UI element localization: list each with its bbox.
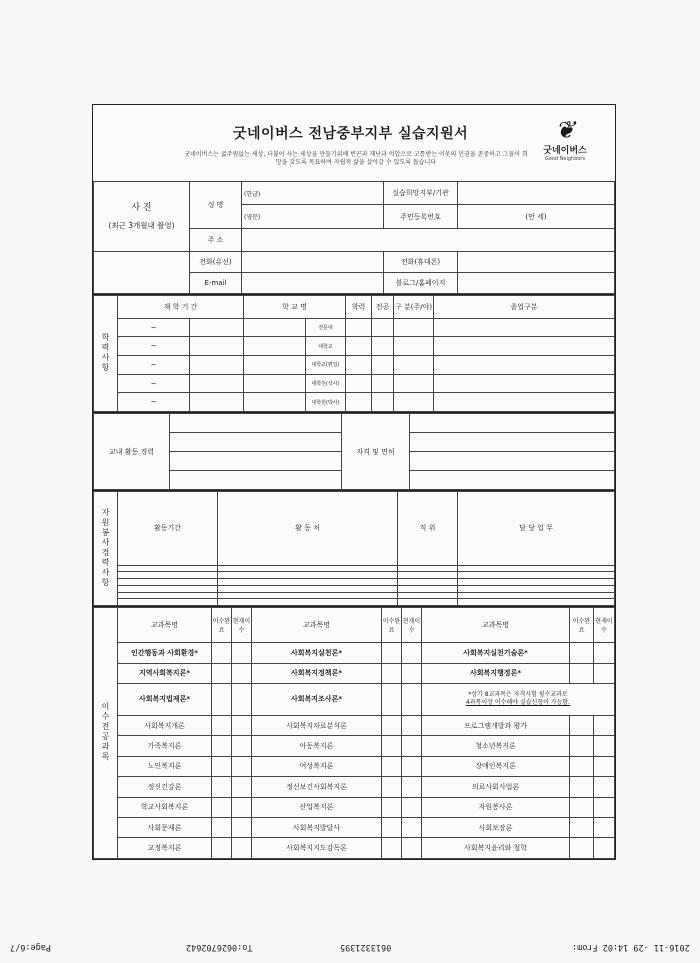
- current-checkbox[interactable]: [402, 715, 422, 735]
- vol-position-field[interactable]: [398, 572, 458, 579]
- vol-position-field[interactable]: [398, 565, 458, 572]
- edu-school-field[interactable]: [244, 393, 306, 412]
- edu-level: 전문대: [306, 318, 346, 337]
- page-title: 굿네이버스 전남중부지부 실습지원서: [233, 126, 469, 142]
- course-name: 프로그램개발과 평가: [422, 715, 570, 735]
- current-checkbox[interactable]: [402, 838, 422, 859]
- edu-period-field[interactable]: ~: [118, 393, 190, 412]
- edu-daynight-field[interactable]: [394, 318, 434, 337]
- edu-major-field[interactable]: [372, 318, 394, 337]
- campus-activity-field[interactable]: [170, 452, 342, 471]
- course-name: 가족복지론: [118, 736, 212, 756]
- edu-major-field[interactable]: [372, 393, 394, 412]
- license-field[interactable]: [410, 452, 615, 471]
- course-name: 아동복지론: [252, 736, 382, 756]
- edu-header-major: 전공: [372, 296, 394, 319]
- name-english-field[interactable]: (영문): [242, 205, 384, 228]
- edu-period-field[interactable]: ~: [118, 337, 190, 356]
- vol-duty-field[interactable]: [458, 572, 615, 579]
- course-name: 사회문제론: [118, 817, 212, 837]
- mobile-field[interactable]: [458, 252, 615, 273]
- vol-duty-field[interactable]: [458, 599, 615, 606]
- course-name: 노인복지론: [118, 756, 212, 776]
- name-korean-field[interactable]: (한글): [242, 182, 384, 205]
- vol-duty-field[interactable]: [458, 565, 615, 572]
- current-checkbox[interactable]: [232, 777, 252, 797]
- completed-checkbox[interactable]: [212, 838, 232, 859]
- edu-daynight-field[interactable]: [394, 393, 434, 412]
- edu-daynight-field[interactable]: [394, 374, 434, 393]
- edu-period-end[interactable]: [190, 318, 244, 337]
- age-hint: (만 세): [525, 212, 547, 221]
- edu-period-field[interactable]: ~: [118, 318, 190, 337]
- resident-no-label: 주민등록번호: [384, 205, 458, 228]
- completed-checkbox[interactable]: [570, 756, 594, 776]
- completed-checkbox[interactable]: [212, 817, 232, 837]
- edu-level: 대학교: [306, 337, 346, 356]
- completed-checkbox[interactable]: [212, 756, 232, 776]
- current-checkbox[interactable]: [232, 715, 252, 735]
- campus-activity-field[interactable]: [170, 433, 342, 452]
- vol-org-field[interactable]: [218, 585, 398, 592]
- completed-checkbox[interactable]: [212, 643, 232, 663]
- edu-period-end[interactable]: [190, 374, 244, 393]
- table-row: [94, 817, 615, 837]
- completed-checkbox[interactable]: [212, 663, 232, 683]
- completed-checkbox[interactable]: [570, 817, 594, 837]
- edu-period-end[interactable]: [190, 337, 244, 356]
- current-checkbox[interactable]: [594, 797, 615, 817]
- vol-period-field[interactable]: [118, 599, 218, 606]
- address-field[interactable]: [242, 228, 615, 251]
- table-row: [94, 777, 615, 797]
- table-row: [94, 643, 615, 663]
- vol-org-field[interactable]: [218, 599, 398, 606]
- edu-school-field[interactable]: [244, 337, 306, 356]
- table-row: [94, 572, 615, 579]
- completed-checkbox[interactable]: [570, 777, 594, 797]
- volunteer-side-label: 자원봉사경력사항: [94, 492, 118, 606]
- table-row: [94, 838, 615, 859]
- course-name: 사회보장론: [422, 817, 570, 837]
- completed-checkbox[interactable]: [570, 663, 594, 683]
- course-header-current: 현재이수: [402, 608, 422, 643]
- course-name: 사회복지지도감독론: [252, 838, 382, 859]
- course-header-completed: 이수완료: [382, 608, 402, 643]
- course-header-name: 교과목명: [422, 608, 570, 643]
- completed-checkbox[interactable]: [212, 715, 232, 735]
- completed-checkbox[interactable]: [212, 797, 232, 817]
- current-checkbox[interactable]: [402, 797, 422, 817]
- current-checkbox[interactable]: [594, 736, 615, 756]
- course-name: 사회복지행정론*: [422, 663, 570, 683]
- vol-period-field[interactable]: [118, 579, 218, 586]
- course-note: [422, 684, 615, 716]
- name-label: 성 명: [190, 182, 242, 229]
- table-row: [94, 356, 615, 375]
- mobile-label: 전화(휴대폰): [384, 252, 458, 273]
- course-name: 사회복지개론: [118, 715, 212, 735]
- vol-period-field[interactable]: [118, 592, 218, 599]
- logo-mark-icon: ❦: [554, 116, 576, 144]
- current-checkbox[interactable]: [402, 684, 422, 716]
- completed-checkbox[interactable]: [382, 663, 402, 683]
- edu-period-end[interactable]: [190, 356, 244, 375]
- vol-duty-field[interactable]: [458, 579, 615, 586]
- table-row: [94, 318, 615, 337]
- course-name: 정신보건사회복지론: [252, 777, 382, 797]
- current-checkbox[interactable]: [232, 684, 252, 716]
- license-label: 자격 및 면허: [342, 414, 410, 490]
- edu-degree-field[interactable]: [346, 318, 372, 337]
- form-header: [93, 105, 615, 182]
- course-name: 사회복지윤리와 철학: [422, 838, 570, 859]
- current-checkbox[interactable]: [594, 777, 615, 797]
- completed-checkbox[interactable]: [382, 797, 402, 817]
- table-row: [94, 579, 615, 586]
- current-checkbox[interactable]: [402, 736, 422, 756]
- course-name: 청소년복지론: [422, 736, 570, 756]
- current-checkbox[interactable]: [594, 663, 615, 683]
- table-row: [94, 393, 615, 412]
- current-checkbox[interactable]: [232, 797, 252, 817]
- photo-extension: [94, 252, 190, 294]
- edu-major-field[interactable]: [372, 356, 394, 375]
- vol-header-period: 활동기간: [118, 492, 218, 566]
- edu-daynight-field[interactable]: [394, 337, 434, 356]
- course-name: 산업복지론: [252, 797, 382, 817]
- completed-checkbox[interactable]: [382, 838, 402, 859]
- course-header-completed: 이수완료: [570, 608, 594, 643]
- current-checkbox[interactable]: [402, 756, 422, 776]
- completed-checkbox[interactable]: [382, 756, 402, 776]
- current-checkbox[interactable]: [402, 777, 422, 797]
- current-checkbox[interactable]: [232, 643, 252, 663]
- vol-org-field[interactable]: [218, 565, 398, 572]
- current-checkbox[interactable]: [232, 838, 252, 859]
- edu-grad-field[interactable]: [434, 337, 615, 356]
- vol-period-field[interactable]: [118, 565, 218, 572]
- desired-org-field[interactable]: [458, 182, 615, 205]
- edu-header-graduation: 졸업구분: [434, 296, 615, 319]
- blog-field[interactable]: [458, 273, 615, 294]
- logo-english: Good Neighbors: [544, 156, 586, 162]
- completed-checkbox[interactable]: [382, 817, 402, 837]
- current-checkbox[interactable]: [594, 838, 615, 859]
- table-row: [94, 663, 615, 683]
- course-name: 여성복지론: [252, 756, 382, 776]
- table-row: [94, 797, 615, 817]
- vol-position-field[interactable]: [398, 585, 458, 592]
- license-field[interactable]: [410, 414, 615, 433]
- course-header-current: 현재이수: [232, 608, 252, 643]
- current-checkbox[interactable]: [232, 756, 252, 776]
- fax-page: Page:6/7: [10, 942, 51, 952]
- current-checkbox[interactable]: [402, 817, 422, 837]
- edu-header-period: 재 학 기 간: [118, 296, 244, 319]
- course-name: 사회복지정책론*: [252, 663, 382, 683]
- education-section: [93, 295, 615, 413]
- table-row: [94, 599, 615, 606]
- completed-checkbox[interactable]: [382, 643, 402, 663]
- current-checkbox[interactable]: [594, 643, 615, 663]
- edu-degree-field[interactable]: [346, 393, 372, 412]
- table-row: [94, 736, 615, 756]
- vol-header-duty: 담 당 업 무: [458, 492, 615, 566]
- edu-school-field[interactable]: [244, 318, 306, 337]
- edu-degree-field[interactable]: [346, 356, 372, 375]
- course-name: 교정복지론: [118, 838, 212, 859]
- table-row: [94, 337, 615, 356]
- table-row: [94, 592, 615, 599]
- vol-position-field[interactable]: [398, 599, 458, 606]
- completed-checkbox[interactable]: [212, 777, 232, 797]
- current-checkbox[interactable]: [594, 715, 615, 735]
- campus-activity-label: 교내 활동 경력: [94, 414, 170, 490]
- course-name: 학교사회복지론: [118, 797, 212, 817]
- activity-section: [93, 413, 615, 491]
- education-side-label: 학력사항: [94, 296, 118, 412]
- photo-note: (최근 3개월내 촬영): [108, 220, 175, 230]
- current-checkbox[interactable]: [402, 663, 422, 683]
- completed-checkbox[interactable]: [382, 684, 402, 716]
- course-name: 사회복지발달사: [252, 817, 382, 837]
- course-name: 사회복지조사론*: [252, 684, 382, 716]
- vol-position-field[interactable]: [398, 592, 458, 599]
- completed-checkbox[interactable]: [570, 715, 594, 735]
- edu-period-field[interactable]: ~: [118, 356, 190, 375]
- current-checkbox[interactable]: [402, 643, 422, 663]
- table-row: [94, 715, 615, 735]
- volunteer-section: [93, 491, 615, 607]
- application-form: [92, 104, 616, 860]
- edu-level: 대학원(석사): [306, 374, 346, 393]
- completed-checkbox[interactable]: [212, 736, 232, 756]
- photo-label: 사 진: [131, 202, 152, 213]
- license-field[interactable]: [410, 471, 615, 490]
- completed-checkbox[interactable]: [570, 736, 594, 756]
- course-name: 지역사회복지론*: [118, 663, 212, 683]
- edu-degree-field[interactable]: [346, 374, 372, 393]
- edu-grad-field[interactable]: [434, 318, 615, 337]
- edu-header-degree: 학력: [346, 296, 372, 319]
- course-name: 사회복지자료분석론: [252, 715, 382, 735]
- campus-activity-field[interactable]: [170, 414, 342, 433]
- vol-header-position: 직 위: [398, 492, 458, 566]
- vol-org-field[interactable]: [218, 579, 398, 586]
- course-name: 사회복지실천기술론*: [422, 643, 570, 663]
- completed-checkbox[interactable]: [382, 777, 402, 797]
- course-name: 사회복지법제론*: [118, 684, 212, 716]
- course-name: 장애인복지론: [422, 756, 570, 776]
- vol-position-field[interactable]: [398, 579, 458, 586]
- table-row: [94, 565, 615, 572]
- course-note-line: 4과목이상 이수해야 실습신청이 가능함.: [465, 699, 571, 707]
- course-name: 정신건강론: [118, 777, 212, 797]
- course-header-name: 교과목명: [118, 608, 212, 643]
- fax-date: 2016-11 -29 14:02 From:: [572, 942, 690, 952]
- campus-activity-field[interactable]: [170, 471, 342, 490]
- edu-period-end[interactable]: [190, 393, 244, 412]
- course-name: 자원봉사론: [422, 797, 570, 817]
- mission-statement: 굿네이버스는 굶주림없는 세상, 더불어 사는 세상을 만들기위해 빈곤과 재난과 억압으로 고통받는 이웃의 인권을 존중하고 그들이 희망을 갖도록 목표하여 자립적 삶을 살아갈 수 있도록 돕습니다: [184, 151, 528, 166]
- edu-school-field[interactable]: [244, 374, 306, 393]
- vol-header-org: 활 동 처: [218, 492, 398, 566]
- completed-checkbox[interactable]: [570, 797, 594, 817]
- courses-section: [93, 607, 615, 859]
- vol-duty-field[interactable]: [458, 592, 615, 599]
- current-checkbox[interactable]: [232, 817, 252, 837]
- edu-header-school: 학 교 명: [244, 296, 346, 319]
- edu-level: 대학원(박사): [306, 393, 346, 412]
- table-row: [94, 374, 615, 393]
- edu-daynight-field[interactable]: [394, 356, 434, 375]
- edu-grad-field[interactable]: [434, 374, 615, 393]
- license-field[interactable]: [410, 433, 615, 452]
- completed-checkbox[interactable]: [382, 715, 402, 735]
- table-row: [94, 585, 615, 592]
- personal-info-section: [93, 181, 615, 295]
- edu-grad-field[interactable]: [434, 393, 615, 412]
- phone-label: 전화(유선): [190, 252, 242, 273]
- courses-side-label: 이수전공과목: [94, 608, 118, 859]
- desired-org-label: 실습희망지부/기관: [384, 182, 458, 205]
- phone-field[interactable]: [242, 252, 384, 273]
- email-field[interactable]: [242, 273, 384, 294]
- vol-org-field[interactable]: [218, 572, 398, 579]
- photo-box[interactable]: [94, 182, 190, 252]
- logo-name: 굿네이버스: [543, 146, 587, 156]
- vol-period-field[interactable]: [118, 585, 218, 592]
- email-label: E-mail: [190, 273, 242, 294]
- current-checkbox[interactable]: [594, 756, 615, 776]
- edu-grad-field[interactable]: [434, 356, 615, 375]
- address-label: 주 소: [190, 228, 242, 251]
- current-checkbox[interactable]: [232, 736, 252, 756]
- table-row: [94, 756, 615, 776]
- completed-checkbox[interactable]: [570, 838, 594, 859]
- current-checkbox[interactable]: [594, 817, 615, 837]
- edu-major-field[interactable]: [372, 374, 394, 393]
- edu-period-field[interactable]: ~: [118, 374, 190, 393]
- course-header-name: 교과목명: [252, 608, 382, 643]
- fax-from-number: 0613321395: [340, 942, 392, 952]
- course-header-completed: 이수완료: [212, 608, 232, 643]
- edu-level: 대학교(편입): [306, 356, 346, 375]
- course-header-current: 현재이수: [594, 608, 615, 643]
- course-name: 의료사회사업론: [422, 777, 570, 797]
- course-name: 인간행동과 사회환경*: [118, 643, 212, 663]
- edu-header-daynight: 구 분(주/야): [394, 296, 434, 319]
- vol-org-field[interactable]: [218, 592, 398, 599]
- course-note-line: *상기 8교과목은 자격시험 필수교과로: [468, 691, 568, 699]
- vol-duty-field[interactable]: [458, 585, 615, 592]
- edu-school-field[interactable]: [244, 356, 306, 375]
- table-row: [94, 684, 615, 716]
- blog-label: 블로그/홈페이지: [384, 273, 458, 294]
- vol-period-field[interactable]: [118, 572, 218, 579]
- current-checkbox[interactable]: [232, 663, 252, 683]
- resident-no-field[interactable]: [458, 205, 615, 228]
- completed-checkbox[interactable]: [570, 643, 594, 663]
- completed-checkbox[interactable]: [212, 684, 232, 716]
- completed-checkbox[interactable]: [382, 736, 402, 756]
- edu-major-field[interactable]: [372, 337, 394, 356]
- fax-to-number: To:0626702642: [186, 942, 253, 952]
- course-name: 사회복지실천론*: [252, 643, 382, 663]
- edu-degree-field[interactable]: [346, 337, 372, 356]
- good-neighbors-logo: [525, 117, 605, 167]
